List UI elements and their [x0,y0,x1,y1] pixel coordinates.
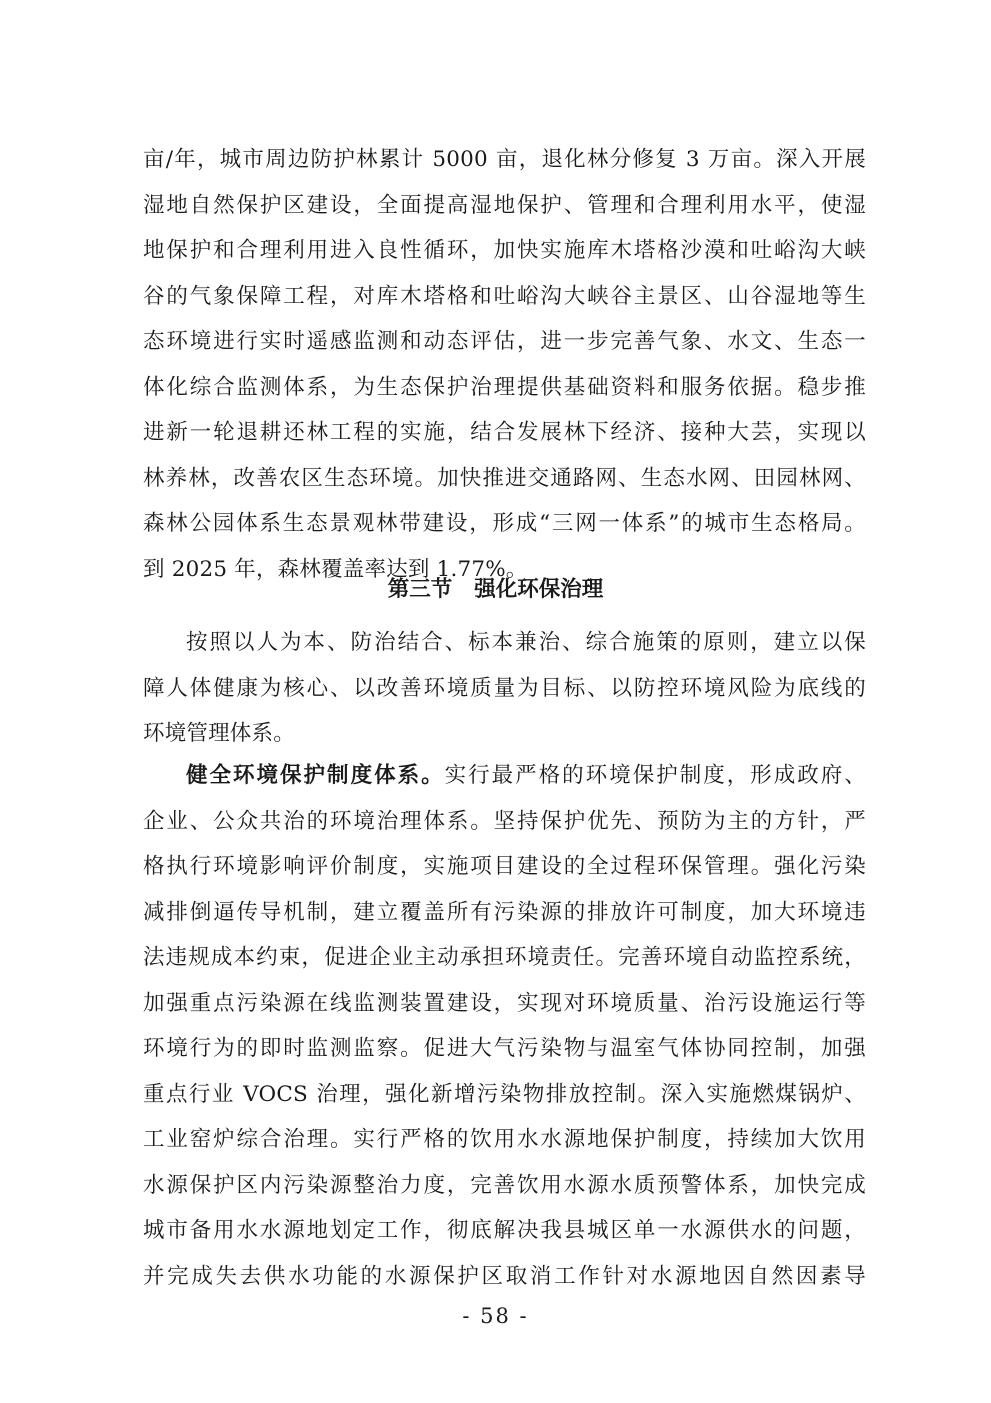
paragraph-principles [143,620,866,757]
text-line: 体化综合监测体系，为生态保护治理提供基础资料和服务依据。稳步推 [143,374,866,400]
text-line: 工业窑炉综合治理。实行严格的饮用水水源地保护制度，持续加大饮用 [143,1127,866,1152]
text-line: 加强重点污染源在线监测装置建设，实现对环境质量、治污设施运行等 [143,990,866,1016]
text-line: 环境行为的即时监测监察。促进大气污染物与温室气体协同控制，加强 [143,1036,866,1061]
text-line: 地保护和合理利用进入良性循环，加快实施库木塔格沙漠和吐峪沟大峡 [143,238,866,263]
text-line: 障人体健康为核心、以改善环境质量为目标、以防控环境风险为底线的 [143,675,866,701]
text-line: 态环境进行实时遥感监测和动态评估，进一步完善气象、水文、生态一 [143,329,866,354]
section-heading [0,567,991,612]
text-line: 谷的气象保障工程，对库木塔格和吐峪沟大峡谷主景区、山谷湿地等生 [143,283,866,309]
text-line: 林养林，改善农区生态环境。加快推进交通路网、生态水网、田园林网、 [143,465,866,491]
text-line: 减排倒逼传导机制，建立覆盖所有污染源的排放许可制度，加大环境违 [143,899,866,925]
text-line: 重点行业 VOCS 治理，强化新增污染物排放控制。深入实施燃煤锅炉、 [143,1081,866,1107]
section-title: 强化环保治理 [474,577,604,602]
text-line: 格执行环境影响评价制度，实施项目建设的全过程环保管理。强化污染 [143,854,866,879]
text-line: 企业、公众共治的环境治理体系。坚持保护优先、预防为主的方针，严 [143,808,866,834]
text-line: 水源保护区内污染源整治力度，完善饮用水源水质预警体系，加快完成 [143,1172,866,1198]
paragraph-environmental-system [143,753,866,1299]
text-line [143,753,866,799]
text-run: 实行最严格的环境保护制度，形成政府、 [444,763,867,788]
page-number: - 58 - [462,1304,529,1328]
text-line: 环境管理体系。 [143,721,295,746]
text-line: 湿地自然保护区建设，全面提高湿地保护、管理和合理利用水平，使湿 [143,192,866,218]
paragraph-lead: 健全环境保护制度体系。 [186,763,445,788]
text-line: 亩/年，城市周边防护林累计 5000 亩，退化林分修复 3 万亩。深入开展 [143,147,866,172]
text-line: 城市备用水水源地划定工作，彻底解决我县城区单一水源供水的问题， [143,1218,866,1243]
text-line: 到 2025 年，森林覆盖率达到 1.77%。 [143,556,528,582]
text-line: 并完成失去供水功能的水源保护区取消工作针对水源地因自然因素导 [143,1263,866,1289]
text-line: 法违规成本约束，促进企业主动承担环境责任。完善环境自动监控系统， [143,945,866,970]
text-line: 按照以人为本、防治结合、标本兼治、综合施策的原则，建立以保 [186,630,866,655]
section-number: 第三节 [387,577,453,602]
text-line: 森林公园体系生态景观林带建设，形成“三网一体系”的城市生态格局。 [143,511,866,536]
text-line: 进新一轮退耕还林工程的实施，结合发展林下经济、接种大芸，实现以 [143,420,866,445]
paragraph-forestry-wetland [143,137,866,592]
